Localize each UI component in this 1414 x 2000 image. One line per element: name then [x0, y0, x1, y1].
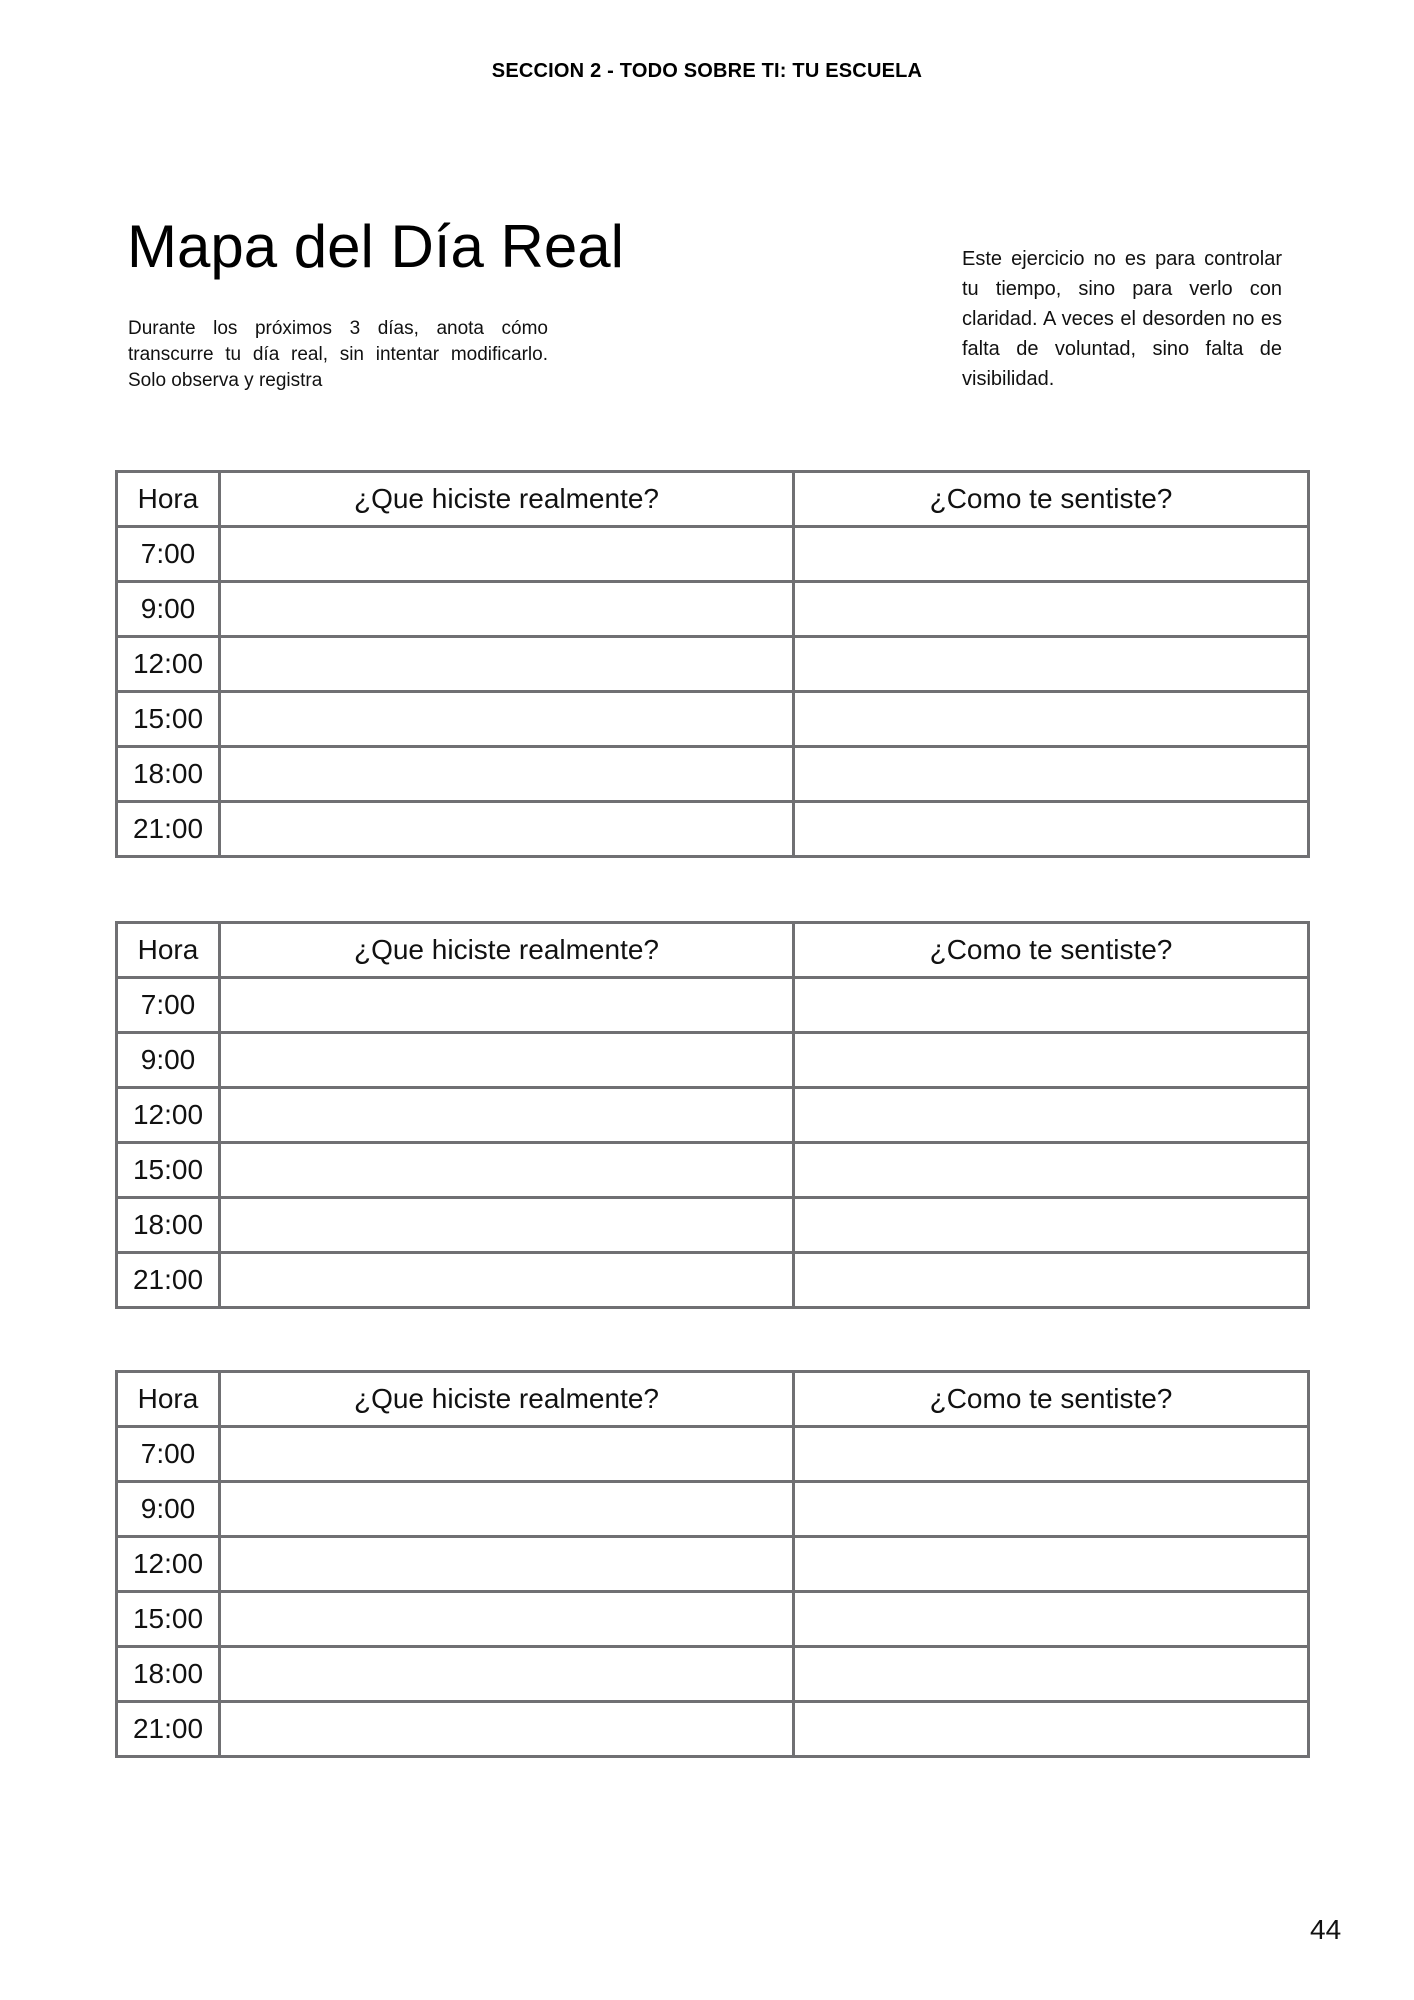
feeling-cell[interactable]	[794, 1088, 1309, 1143]
table-row	[117, 1702, 1309, 1757]
activity-cell[interactable]	[220, 1702, 794, 1757]
header-activity: ¿Que hiciste realmente?	[220, 1372, 794, 1427]
feeling-cell[interactable]	[794, 802, 1309, 857]
day-table-2	[115, 921, 1310, 1309]
header-hora: Hora	[117, 923, 220, 978]
activity-cell[interactable]	[220, 1033, 794, 1088]
hour-cell: 15:00	[117, 692, 220, 747]
day-table-3	[115, 1370, 1310, 1758]
side-note: Este ejercicio no es para controlar tu tiempo, sino para verlo con claridad. A veces el desorden no es falta de voluntad, sino falta de visibilidad.	[962, 248, 1282, 390]
feeling-cell[interactable]	[794, 1702, 1309, 1757]
table-header-row	[117, 923, 1309, 978]
feeling-cell[interactable]	[794, 692, 1309, 747]
page-number: 44	[1310, 1914, 1342, 1945]
feeling-cell[interactable]	[794, 1647, 1309, 1702]
day-table-1	[115, 470, 1310, 858]
table-row	[117, 1647, 1309, 1702]
feeling-cell[interactable]	[794, 978, 1309, 1033]
feeling-cell[interactable]	[794, 1592, 1309, 1647]
hour-cell: 9:00	[117, 1033, 220, 1088]
hour-cell: 12:00	[117, 1088, 220, 1143]
hour-cell: 9:00	[117, 1482, 220, 1537]
table-row	[117, 582, 1309, 637]
activity-cell[interactable]	[220, 1088, 794, 1143]
table-row	[117, 1198, 1309, 1253]
activity-cell[interactable]	[220, 1482, 794, 1537]
table-row	[117, 1427, 1309, 1482]
feeling-cell[interactable]	[794, 582, 1309, 637]
activity-cell[interactable]	[220, 1427, 794, 1482]
feeling-cell[interactable]	[794, 1537, 1309, 1592]
activity-cell[interactable]	[220, 978, 794, 1033]
header-feeling: ¿Como te sentiste?	[794, 1372, 1309, 1427]
activity-cell[interactable]	[220, 1253, 794, 1308]
hour-cell: 18:00	[117, 747, 220, 802]
hour-cell: 9:00	[117, 582, 220, 637]
header-activity: ¿Que hiciste realmente?	[220, 923, 794, 978]
table-row	[117, 637, 1309, 692]
feeling-cell[interactable]	[794, 527, 1309, 582]
activity-cell[interactable]	[220, 692, 794, 747]
activity-cell[interactable]	[220, 1143, 794, 1198]
hour-cell: 21:00	[117, 1702, 220, 1757]
section-header: SECCION 2 - TODO SOBRE TI: TU ESCUELA	[491, 60, 923, 82]
table-row	[117, 1088, 1309, 1143]
hour-cell: 18:00	[117, 1198, 220, 1253]
hour-cell: 21:00	[117, 1253, 220, 1308]
table-row	[117, 978, 1309, 1033]
feeling-cell[interactable]	[794, 1033, 1309, 1088]
hour-cell: 15:00	[117, 1592, 220, 1647]
feeling-cell[interactable]	[794, 1482, 1309, 1537]
activity-cell[interactable]	[220, 747, 794, 802]
hour-cell: 7:00	[117, 1427, 220, 1482]
activity-cell[interactable]	[220, 1198, 794, 1253]
feeling-cell[interactable]	[794, 1143, 1309, 1198]
table-row	[117, 1143, 1309, 1198]
intro-text: Durante los próximos 3 días, anota cómo transcurre tu día real, sin intentar modificarlo. Solo observa y registra	[128, 318, 548, 391]
feeling-cell[interactable]	[794, 637, 1309, 692]
table-row	[117, 1592, 1309, 1647]
feeling-cell[interactable]	[794, 1253, 1309, 1308]
activity-cell[interactable]	[220, 1537, 794, 1592]
hour-cell: 7:00	[117, 527, 220, 582]
header-feeling: ¿Como te sentiste?	[794, 472, 1309, 527]
header-hora: Hora	[117, 1372, 220, 1427]
activity-cell[interactable]	[220, 802, 794, 857]
hour-cell: 12:00	[117, 1537, 220, 1592]
header-feeling: ¿Como te sentiste?	[794, 923, 1309, 978]
table-header-row	[117, 472, 1309, 527]
activity-cell[interactable]	[220, 1592, 794, 1647]
feeling-cell[interactable]	[794, 1427, 1309, 1482]
hour-cell: 12:00	[117, 637, 220, 692]
hour-cell: 18:00	[117, 1647, 220, 1702]
table-header-row	[117, 1372, 1309, 1427]
activity-cell[interactable]	[220, 582, 794, 637]
table-row	[117, 1537, 1309, 1592]
hour-cell: 21:00	[117, 802, 220, 857]
activity-cell[interactable]	[220, 1647, 794, 1702]
activity-cell[interactable]	[220, 637, 794, 692]
table-row	[117, 527, 1309, 582]
table-row	[117, 802, 1309, 857]
table-row	[117, 692, 1309, 747]
page-title: Mapa del Día Real	[127, 213, 624, 280]
table-row	[117, 747, 1309, 802]
feeling-cell[interactable]	[794, 747, 1309, 802]
header-activity: ¿Que hiciste realmente?	[220, 472, 794, 527]
hour-cell: 7:00	[117, 978, 220, 1033]
activity-cell[interactable]	[220, 527, 794, 582]
feeling-cell[interactable]	[794, 1198, 1309, 1253]
table-row	[117, 1033, 1309, 1088]
table-row	[117, 1253, 1309, 1308]
table-row	[117, 1482, 1309, 1537]
header-hora: Hora	[117, 472, 220, 527]
hour-cell: 15:00	[117, 1143, 220, 1198]
